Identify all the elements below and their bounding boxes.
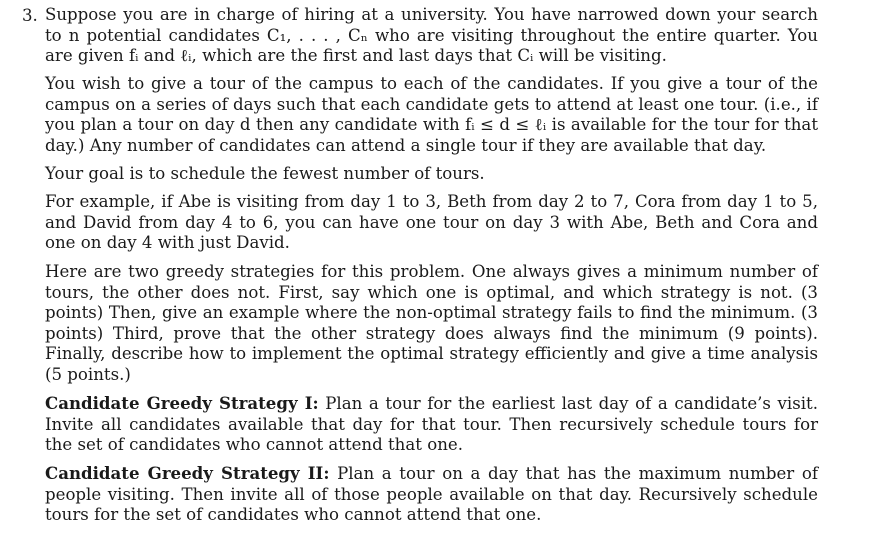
instructions-paragraph: Here are two greedy strategies for this problem. One always gives a minimum number of tours, the other does not. First, say which one is optimal, and which strategy is not. (3 points) Then, give an example where the non-optimal strategy fails to find the minimum. (3 points) Third, prove that the other strategy does always find the minimum (9 points). Finally, describe how to implement the optimal strategy efficiently and give a time analysis (5 points.)	[45, 262, 818, 384]
example-paragraph: For example, if Abe is visiting from day 1 to 3, Beth from day 2 to 7, Cora from day 1 to 5, and David from day 4 to 6, you can have one tour on day 3 with Abe, Beth and Cora and one on day 4 with just David.	[45, 192, 818, 253]
strategy-two-title: Candidate Greedy Strategy II:	[45, 463, 330, 483]
tour-description-paragraph: You wish to give a tour of the campus to each of the candidates. If you give a tour of the campus on a series of days such that each candidate gets to attend at least one tour. (i.e., if you plan a tour on day d then any candidate with fᵢ ≤ d ≤ ℓᵢ is available for the tour for that day.) Any number of candidates can attend a single tour if they are available that day.	[45, 74, 818, 155]
question-number: 3.	[22, 6, 38, 25]
strategy-one-paragraph	[45, 393, 818, 456]
strategy-two-text: Plan a tour on a day that has the maximum number of people visiting. Then invite all of those people available on that day. Recursively schedule tours for the set of candidates who cannot attend that one.	[45, 464, 818, 525]
strategy-two-paragraph	[45, 463, 818, 526]
strategy-one-text: Plan a tour for the earliest last day of a candidate’s visit. Invite all candidates available that day for that tour. Then recursively schedule tours for the set of candidates who cannot attend that one.	[45, 394, 819, 455]
strategy-one-title: Candidate Greedy Strategy I:	[45, 393, 319, 413]
problem-setup-paragraph: Suppose you are in charge of hiring at a university. You have narrowed down your search to n potential candidates C₁, . . . , Cₙ who are visiting throughout the entire quarter. You are given fᵢ and ℓᵢ, which are the first and last days that Cᵢ will be visiting.	[45, 5, 818, 66]
goal-paragraph: Your goal is to schedule the fewest number of tours.	[45, 164, 485, 183]
